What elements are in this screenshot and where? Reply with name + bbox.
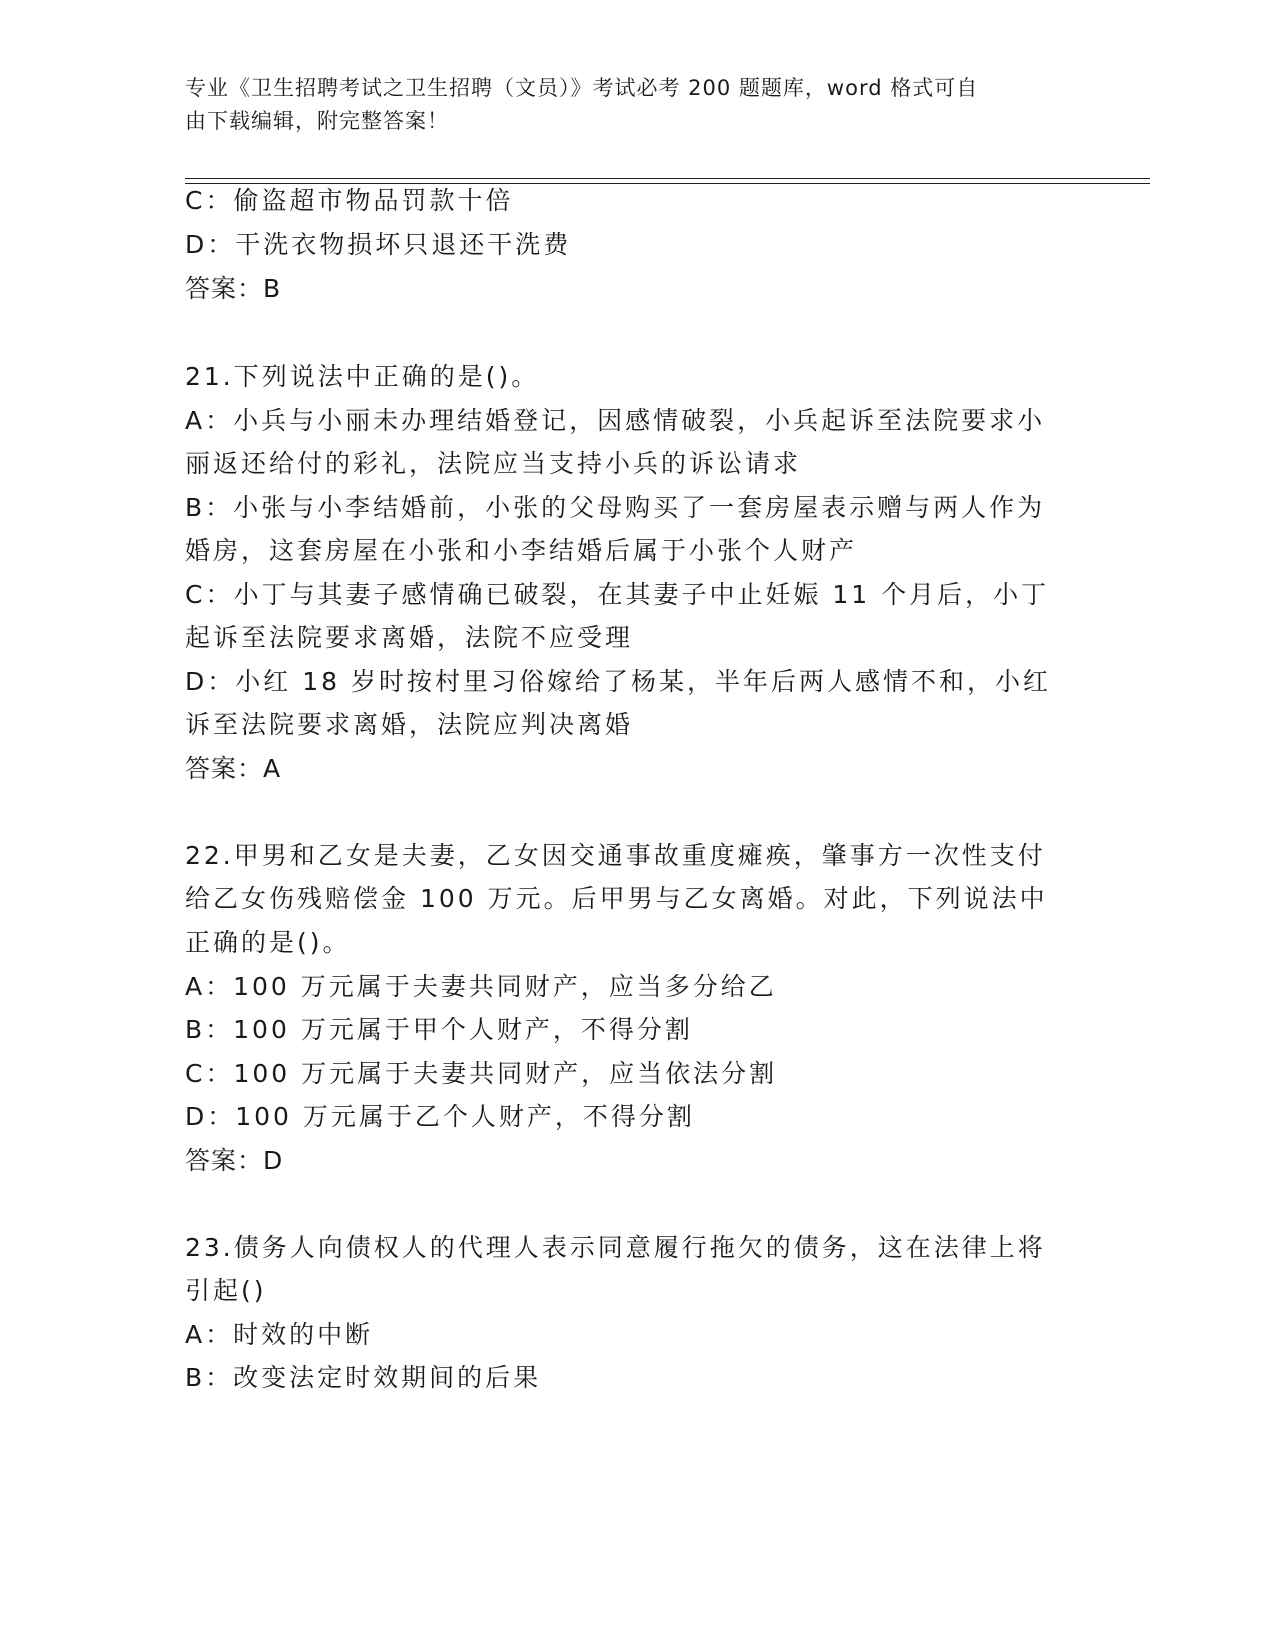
page-header <box>185 72 1065 138</box>
header-divider-bottom <box>185 183 1150 184</box>
q22-option-c: C：100 万元属于夫妻共同财产，应当依法分割 <box>185 1059 778 1088</box>
q21-option-c-line-2: 起诉至法院要求离婚，法院不应受理 <box>185 623 634 652</box>
header-line-1: 专业《卫生招聘考试之卫生招聘（文员）》考试必考 200 题题库，word 格式可自 <box>185 76 979 100</box>
q23-stem-line-2: 引起() <box>185 1276 267 1305</box>
q21-answer: 答案：A <box>185 754 282 783</box>
header-divider-top <box>185 178 1150 179</box>
q22-answer: 答案：D <box>185 1146 284 1175</box>
q22-option-a: A：100 万元属于夫妻共同财产，应当多分给乙 <box>185 972 777 1001</box>
q23-option-b: B：改变法定时效期间的后果 <box>185 1363 542 1392</box>
q22-option-b: B：100 万元属于甲个人财产，不得分割 <box>185 1015 693 1044</box>
header-line-2: 由下载编辑，附完整答案！ <box>185 109 449 133</box>
q23-option-a: A：时效的中断 <box>185 1320 374 1349</box>
q21-option-b-line-1: B：小张与小李结婚前，小张的父母购买了一套房屋表示赠与两人作为 <box>185 493 1046 522</box>
q20-answer: 答案：B <box>185 274 282 303</box>
q22-stem-line-2: 给乙女伤残赔偿金 100 万元。后甲男与乙女离婚。对此，下列说法中 <box>185 884 1048 913</box>
q21-option-d-line-1: D：小红 18 岁时按村里习俗嫁给了杨某，半年后两人感情不和，小红 <box>185 667 1051 696</box>
q21-option-a-line-1: A：小兵与小丽未办理结婚登记，因感情破裂，小兵起诉至法院要求小 <box>185 406 1046 435</box>
q21-stem: 21.下列说法中正确的是()。 <box>185 362 540 391</box>
q22-option-d: D：100 万元属于乙个人财产，不得分割 <box>185 1102 695 1131</box>
q21-option-d-line-2: 诉至法院要求离婚，法院应判决离婚 <box>185 710 634 739</box>
q21-option-b-line-2: 婚房，这套房屋在小张和小李结婚后属于小张个人财产 <box>185 536 858 565</box>
q21-option-c-line-1: C：小丁与其妻子感情确已破裂，在其妻子中止妊娠 11 个月后，小丁 <box>185 580 1050 609</box>
q20-option-d: D：干洗衣物损坏只退还干洗费 <box>185 230 572 259</box>
q22-stem-line-1: 22.甲男和乙女是夫妻，乙女因交通事故重度瘫痪，肇事方一次性支付 <box>185 841 1046 870</box>
q22-stem-line-3: 正确的是()。 <box>185 928 351 957</box>
q21-option-a-line-2: 丽返还给付的彩礼，法院应当支持小兵的诉讼请求 <box>185 449 802 478</box>
q20-option-c: C：偷盗超市物品罚款十倍 <box>185 186 514 215</box>
q23-stem-line-1: 23.债务人向债权人的代理人表示同意履行拖欠的债务，这在法律上将 <box>185 1233 1046 1262</box>
